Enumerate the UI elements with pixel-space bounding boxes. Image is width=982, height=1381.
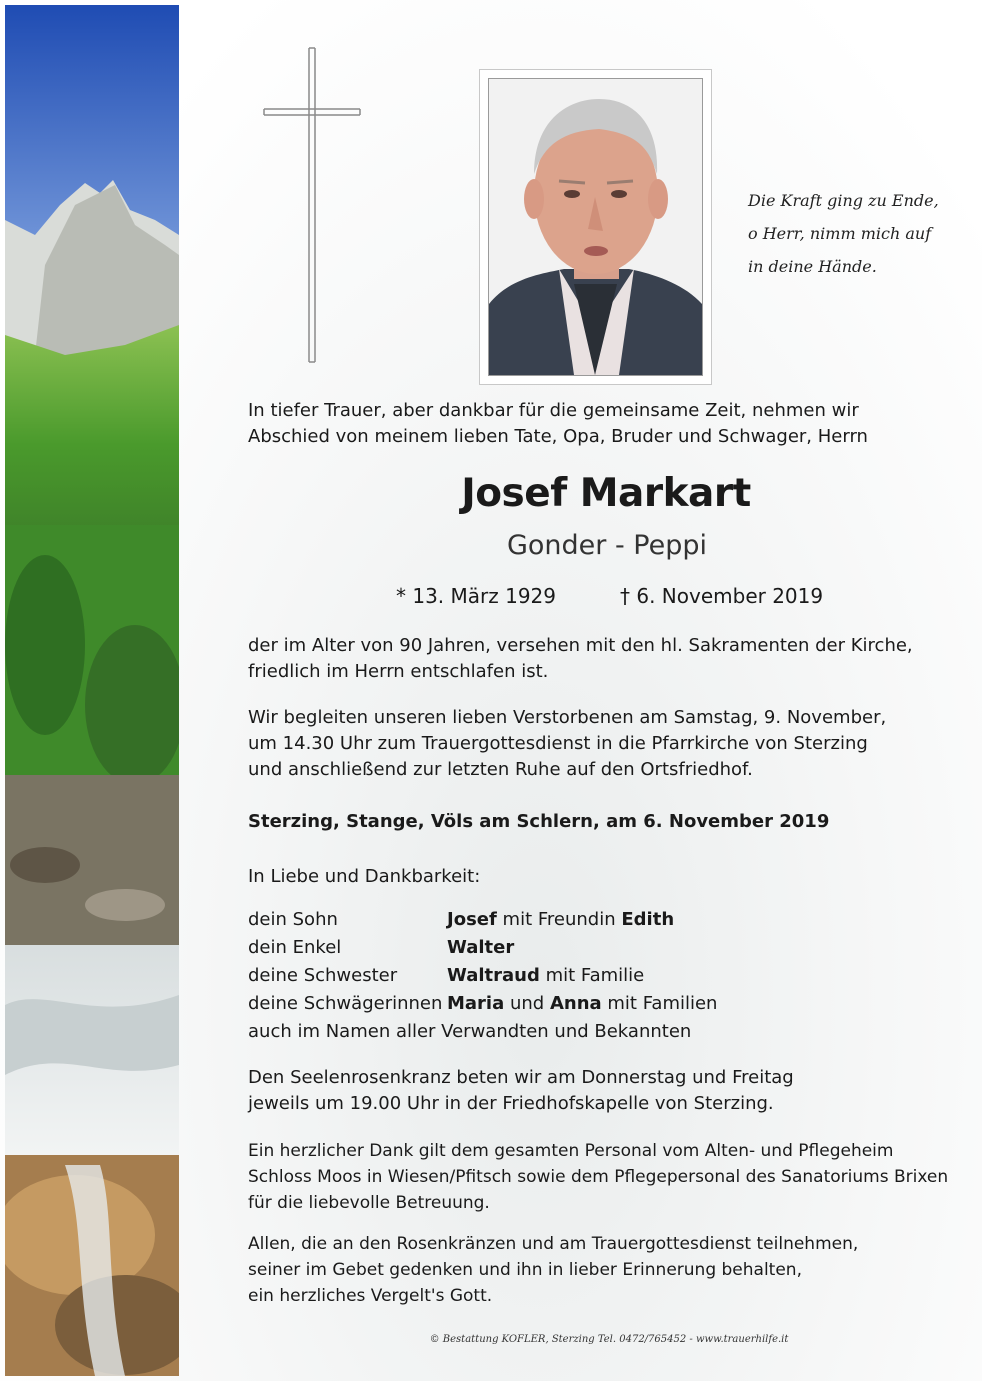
paragraph-funeral	[248, 705, 886, 783]
family-name: Anna	[549, 993, 602, 1014]
family-list	[248, 906, 718, 1046]
portrait-frame	[479, 69, 712, 385]
paragraph-line: für die liebevolle Betreuung.	[248, 1193, 490, 1213]
portrait-image	[489, 79, 702, 375]
family-name: Walter	[447, 937, 515, 958]
family-text: und	[504, 993, 550, 1014]
family-name: Josef	[447, 909, 497, 930]
family-text: mit Freundin	[496, 909, 622, 930]
paragraph-line: Den Seelenrosenkranz beten wir am Donnerstag und Freitag	[248, 1067, 794, 1088]
paragraph-line: Allen, die an den Rosenkränzen und am Trauergottesdienst teilnehmen,	[248, 1234, 859, 1254]
family-text: mit Familien	[601, 993, 718, 1014]
paragraph-line: Schloss Moos in Wiesen/Pfitsch sowie dem Pflegepersonal des Sanatoriums Brixen	[248, 1167, 949, 1187]
intro-line: Abschied von meinem lieben Tate, Opa, Bruder und Schwager, Herrn	[248, 426, 868, 447]
family-row	[248, 934, 691, 962]
place-and-date: Sterzing, Stange, Völs am Schlern, am 6. November 2019	[248, 811, 830, 832]
quote-line: in deine Hände.	[748, 257, 877, 276]
paragraph-age	[248, 633, 913, 685]
family-relation: deine Schwester	[248, 965, 398, 986]
family-row	[248, 962, 691, 990]
paragraph-thanks-all	[248, 1231, 858, 1309]
family-closing: auch im Namen aller Verwandten und Bekannten	[248, 1021, 692, 1042]
paragraph-line: und anschließend zur letzten Ruhe auf den Ortsfriedhof.	[248, 759, 753, 780]
deceased-nickname: Gonder - Peppi	[506, 530, 708, 561]
family-text: mit Familie	[539, 965, 645, 986]
death-date: † 6. November 2019	[620, 584, 824, 608]
paragraph-thanks-staff	[248, 1138, 948, 1216]
paragraph-line: Ein herzlicher Dank gilt dem gesamten Personal vom Alten- und Pflegeheim	[248, 1141, 894, 1161]
family-name: Maria	[447, 993, 505, 1014]
family-names	[447, 934, 514, 962]
quote-line: o Herr, nimm mich auf	[748, 224, 932, 243]
paragraph-line: friedlich im Herrn entschlafen ist.	[248, 661, 549, 682]
thanks-heading: In Liebe und Dankbarkeit:	[248, 866, 481, 887]
paragraph-line: ein herzliches Vergelt's Gott.	[248, 1286, 493, 1306]
family-row	[248, 990, 718, 1018]
portrait-photo	[488, 78, 703, 376]
paragraph-rosary	[248, 1065, 794, 1117]
footer-credit: © Bestattung KOFLER, Sterzing Tel. 0472/765452 - www.trauerhilfe.it	[429, 1334, 789, 1345]
family-relation: dein Enkel	[248, 937, 342, 958]
quote-block	[748, 184, 963, 283]
quote-line: Die Kraft ging zu Ende,	[748, 191, 939, 210]
mountain-landscape-image	[5, 5, 179, 1376]
family-relation: deine Schwägerinnen	[248, 993, 443, 1014]
birth-date: * 13. März 1929	[396, 584, 557, 608]
intro-text	[248, 398, 868, 450]
paragraph-line: der im Alter von 90 Jahren, versehen mit den hl. Sakramenten der Kirche,	[248, 635, 913, 656]
family-name: Waltraud	[447, 965, 540, 986]
family-names	[447, 906, 674, 934]
paragraph-line: seiner im Gebet gedenken und ihn in lieber Erinnerung behalten,	[248, 1260, 802, 1280]
paragraph-line: jeweils um 19.00 Uhr in der Friedhofskapelle von Sterzing.	[248, 1093, 774, 1114]
family-names	[447, 990, 717, 1018]
paragraph-line: Wir begleiten unseren lieben Verstorbenen am Samstag, 9. November,	[248, 707, 887, 728]
landscape-photo-strip	[5, 5, 179, 1376]
family-relation: dein Sohn	[248, 909, 338, 930]
family-names	[447, 962, 644, 990]
intro-line: In tiefer Trauer, aber dankbar für die gemeinsame Zeit, nehmen wir	[248, 400, 859, 421]
family-name: Edith	[621, 909, 675, 930]
family-row	[248, 906, 691, 934]
deceased-name: Josef Markart	[461, 471, 751, 516]
paragraph-line: um 14.30 Uhr zum Trauergottesdienst in die Pfarrkirche von Sterzing	[248, 733, 868, 754]
cross-icon	[262, 46, 362, 364]
